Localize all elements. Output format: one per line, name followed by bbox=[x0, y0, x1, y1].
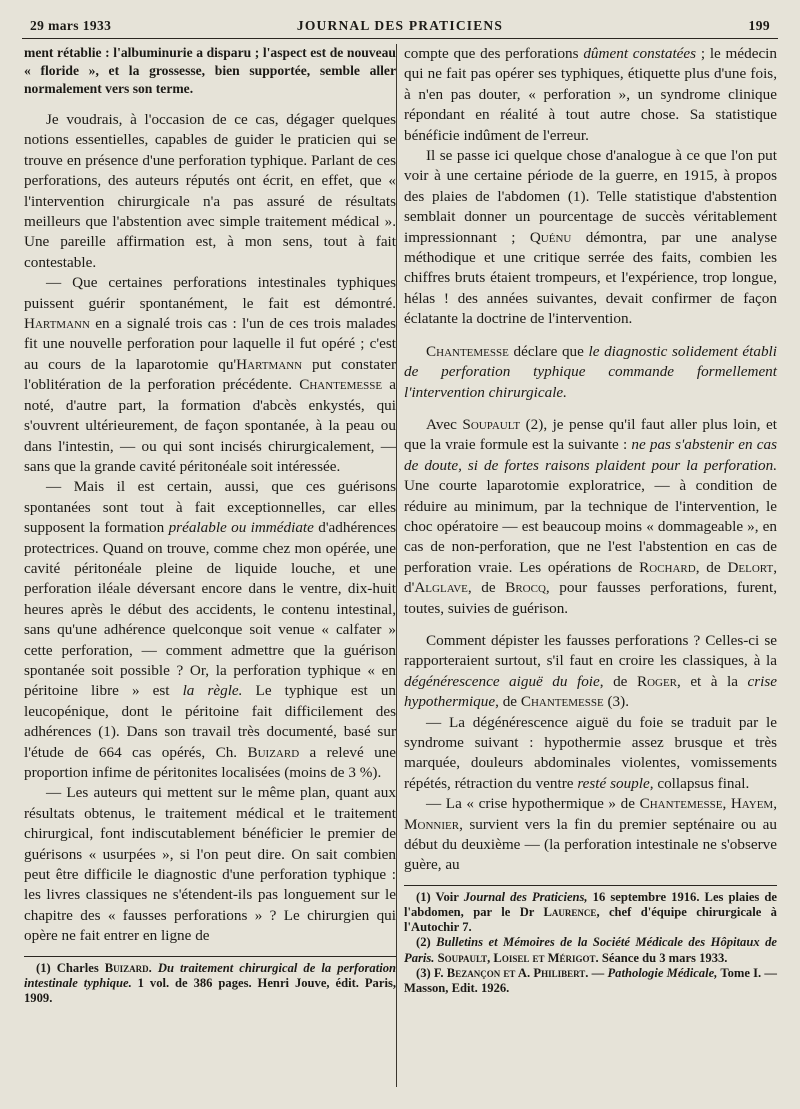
footnote-1: (1) Charles Buizard. Du traitement chirurgical de la perforation intestinale typhique. 1 vol. de 386 pages. Henri Jouve, édit. Paris, 1909. bbox=[24, 960, 396, 1006]
page-number: 199 bbox=[748, 18, 770, 33]
right-paragraph-4: Avec Soupault (2), je pense qu'il faut aller plus loin, et que la vraie formule est la suivante : ne pas s'abstenir en cas de doute, si de fortes raisons plaident pour la perforation. Une courte laparotomie exploratrice, — à condition de réduire au minimum, par la technique de l'intervention, le choc opératoire — est beaucoup moins « dommageable », en cas de non-perforation, que ne l'est l'abstention en cas de perforation vraie. Les opérations de Rochard, de Delort, d'Alglave, de Brocq, pour fausses perforations, furent, toutes, suivies de guérison. bbox=[404, 415, 778, 617]
author-name: Chantemesse bbox=[426, 342, 509, 360]
issue-date: 29 mars 1933 bbox=[30, 18, 112, 33]
column-divider bbox=[396, 44, 397, 1087]
left-column bbox=[24, 44, 396, 1006]
author-name: Chantemesse bbox=[299, 376, 383, 394]
left-paragraph-5: — Les auteurs qui mettent sur le même plan, quant aux résultats obtenus, le traitement médical et le traitement chirurgical, font indiscutablement bénéficier le premier de guérisons « usurpées », si l'on peut dire. On sait combien peut être difficile le diagnostic d'une perforation typhique : les livres classiques ne s'étendent-ils pas longuement sur le chapitre des « fausses perforations » ? Le chirurgien qui opère ne fait entrer en ligne de bbox=[24, 784, 396, 945]
right-paragraph-6: — La dégénérescence aiguë du foie se traduit par le syndrome suivant : hypothermie assez brusque et très marquée, douleurs abdominales violentes, vomissements répétés, rétraction du ventre resté souple, collapsus final. bbox=[404, 713, 777, 792]
left-paragraph-3: — Que certaines perforations intestinales typhiques puissent guérir spontanément, le fait est démontré. Hartmann en a signalé trois cas : l'un de ces trois malades fit une nouvelle perforation pour laquelle il fut opéré ; c'est au cours de la laparotomie qu'Hartmann put constater l'oblitération de la perforation précédente. Chantemesse a noté, d'autre part, la formation d'abcès enkystés, qui s'ouvrent ultérieurement, de façon spontanée, à la peau ou dans l'intestin, — ou qui sont incisés chirurgicalement, — sans que la grande cavité péritonéale soit intéressée. bbox=[24, 274, 397, 475]
author-name: Hartmann bbox=[236, 355, 303, 373]
footnote-2: (2) Bulletins et Mémoires de la Société Médicale des Hôpitaux de Paris. Soupault, Loisel et Mérigot. Séance du 3 mars 1933. bbox=[404, 935, 777, 965]
right-column bbox=[404, 44, 777, 996]
left-paragraph-2: Je voudrais, à l'occasion de ce cas, dégager quelques notions essentielles, capables de guider le praticien qui se trouve en présence d'une perforation typhique. Parlant de ces perforations, des auteurs réputés ont écrit, en effet, que « l'intervention chirurgicale n'a pas assuré de résultats meilleurs que l'abstention avec simple traitement médical ». Une pareille affirmation est, à mon sens, tout à fait contestable. bbox=[24, 111, 396, 271]
footnote-rule bbox=[404, 885, 777, 886]
footnote-1: (1) Voir Journal des Praticiens, 16 septembre 1916. Les plaies de l'abdomen, par le Dr Laurence, chef d'équipe chirurgicale à l'Autochir 7. bbox=[404, 889, 777, 935]
running-header bbox=[30, 14, 770, 38]
left-paragraph-4: — Mais il est certain, aussi, que ces guérisons spontanées sont tout à fait exceptionnelles, car elles supposent la formation préalable ou immédiate d'adhérences protectrices. Quand on trouve, comme chez mon opérée, une cavité péritonéale pleine de liquide louche, et une perforation iléale déversant encore dans le ventre, dix-huit heures après le début des accidents, le contenu intestinal, sans qu'une adhérence quelconque soit venue « calfater » cette perforation, — comment admettre que la guérison spontanée soit possible ? Or, la perforation typhique « en péritoine libre » est la règle. Le typhique est un leucopénique, dont le péritoine fait difficilement des adhérences (1). Dans son travail très documenté, basé sur l'étude de 664 cas opérés, Ch. Buizard a relevé une proportion infime de péritonites localisées (moins de 3 %). bbox=[24, 478, 397, 781]
left-footnotes bbox=[24, 961, 396, 1007]
right-paragraph-7: — La « crise hypothermique » de Chantemesse, Hayem, Monnier, survient vers la fin du premier septénaire ou au début du deuxième — (la perforation intestinale ne s'observe guère, au bbox=[404, 795, 777, 874]
right-paragraph-5: Comment dépister les fausses perforations ? Celles-ci se rapporteraient surtout, s'il faut en croire les classiques, à la dégénérescence aiguë du foie, de Roger, et à la crise hypothermique, de Chantemesse (3). bbox=[404, 631, 778, 711]
author-name: Soupault bbox=[462, 415, 521, 433]
right-paragraph-2: Il se passe ici quelque chose d'analogue à ce que l'on put voir à une certaine période de la guerre, en 1915, à propos des plaies de l'abdomen (1). Telle statistique d'abstention semblait donner un pourcentage de succès véritablement impressionnant ; Quénu démontra, par une analyse méthodique et une critique serrée des faits, combien les chiffres bruts étaient trompeurs, et l'expérience, trop longue, hélas ! des années suivantes, devait confirmer de façon éclatante la doctrine de l'intervention. bbox=[404, 147, 778, 328]
author-name: Quénu bbox=[529, 228, 572, 246]
author-name: Buizard bbox=[247, 743, 300, 761]
right-paragraph-1: compte que des perforations dûment constatées ; le médecin qui ne fait pas opérer ses typhiques, étiquette plus d'une fois, à n'en pas douter, « perforation », un syndrome clinique répondant en réalité à tout autre chose. Sa statistique bénéficie indûment de l'erreur. bbox=[404, 45, 777, 144]
footnote-rule bbox=[24, 956, 396, 957]
left-paragraph-1: ment rétablie : l'albuminurie a disparu ; l'aspect est de nouveau « floride », et la grossesse, bien supportée, semble aller normalement vers son terme. bbox=[24, 45, 396, 96]
footnote-3: (3) F. Bezançon et A. Philibert. — Pathologie Médicale, Tome I. — Masson, Edit. 1926. bbox=[404, 965, 778, 996]
author-name: Hartmann bbox=[24, 315, 90, 333]
journal-title: JOURNAL DES PRATICIENS bbox=[296, 18, 504, 33]
right-paragraph-3: Chantemesse déclare que le diagnostic solidement établi de perforation typhique commande formellement l'intervention chirurgicale. bbox=[404, 342, 777, 401]
header-rule bbox=[22, 38, 778, 39]
right-footnotes bbox=[404, 890, 777, 996]
